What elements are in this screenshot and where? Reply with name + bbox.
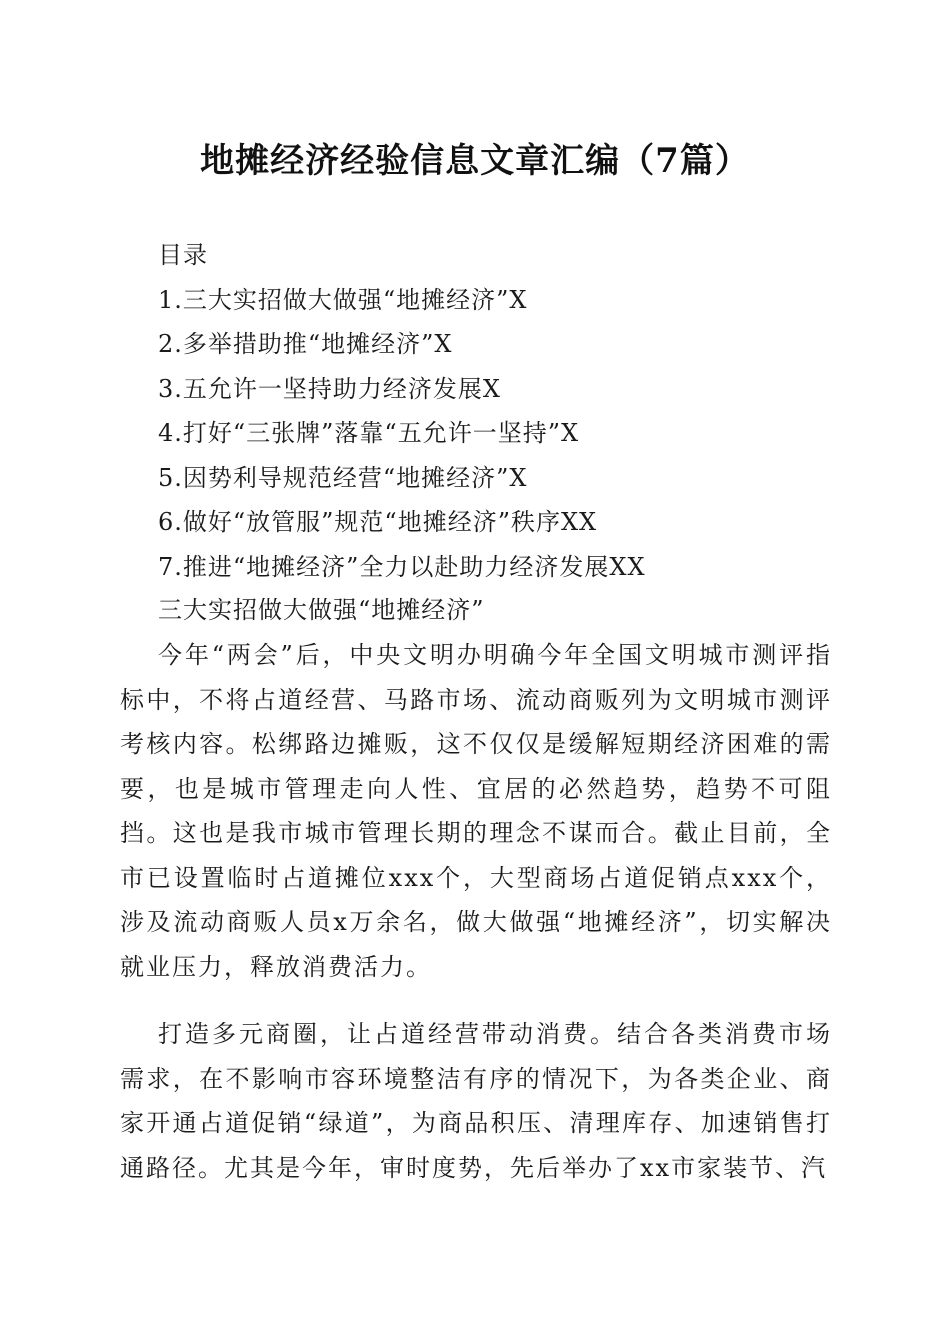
toc-item: 6.做好“放管服”规范“地摊经济”秩序XX [158,508,598,536]
toc-item: 3.五允许一坚持助力经济发展X [158,374,501,403]
document-title: 地摊经济经验信息文章汇编（7篇） [200,141,750,181]
toc-item: 5.因势利导规范经营“地摊经济”X [158,463,528,492]
toc-item: 7.推进“地摊经济”全力以赴助力经济发展XX [158,552,646,581]
toc-item: 1.三大实招做大做强“地摊经济”X [158,285,528,314]
table-of-contents [158,233,858,589]
body-paragraph: 打造多元商圈，让占道经营带动消费。结合各类消费市场需求，在不影响市容环境整洁有序的情况下，为各类企业、商家开通占道促销“绿道”，为商品积压、清理库存、加速销售打通路径。尤其是今年，审时度势，先后举办了xx市家装节、汽 [120,1020,832,1182]
section-heading: 三大实招做大做强“地摊经济” [158,596,485,624]
toc-heading: 目录 [158,241,208,269]
toc-item: 2.多举措助推“地摊经济”X [158,330,453,358]
body-paragraph: 今年“两会”后，中央文明办明确今年全国文明城市测评指标中，不将占道经营、马路市场、流动商贩列为文明城市测评考核内容。松绑路边摊贩，这不仅仅是缓解短期经济困难的需要，也是城市管理走向人性、宜居的必然趋势，趋势不可阻挡。这也是我市城市管理长期的理念不谋而合。截止目前，全市已设置临时占道摊位xxx个，大型商场占道促销点xxx个，涉及流动商贩人员x万余名，做大做强“地摊经济”，切实解决就业压力，释放消费活力。 [120,641,832,981]
toc-item: 4.打好“三张牌”落靠“五允许一坚持”X [158,419,580,447]
